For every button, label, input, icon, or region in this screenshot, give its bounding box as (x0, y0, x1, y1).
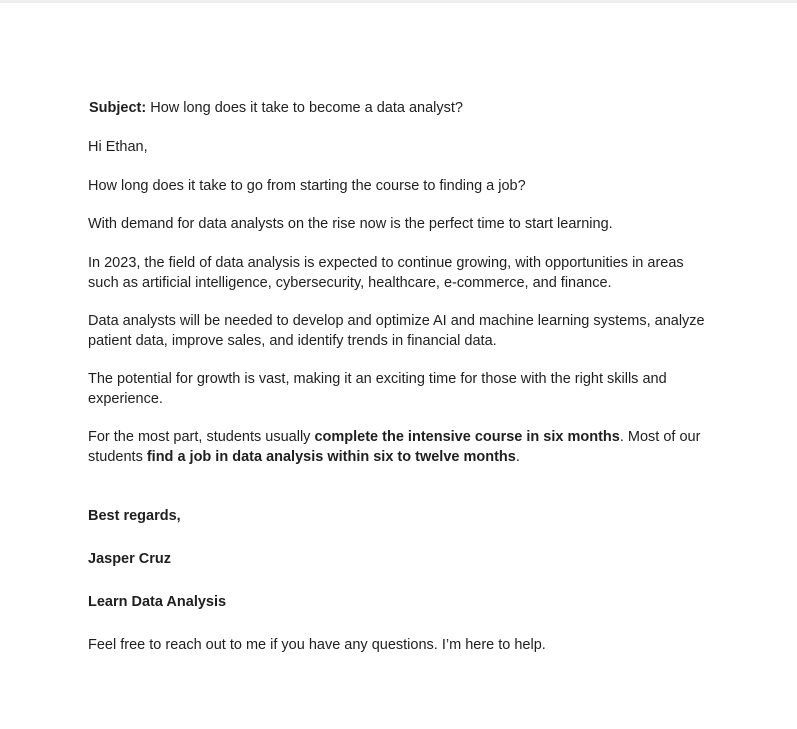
paragraph-question: How long does it take to go from starting the course to finding a job? (88, 178, 526, 194)
closing-line: Feel free to reach out to me if you have any questions. I’m here to help. (88, 637, 546, 653)
timeline-bold-course: complete the intensive course in six months (314, 429, 620, 445)
paragraph-analyst-needs: Data analysts will be needed to develop and optimize AI and machine learning systems, analyze patient data, improve sales, and identify trends in financial data. (88, 313, 705, 349)
subject-label: Subject: (89, 100, 147, 116)
timeline-text-3: . (515, 448, 520, 465)
paragraph-timeline (88, 428, 718, 467)
greeting: Hi Ethan, (88, 139, 148, 155)
top-divider (0, 0, 797, 3)
paragraph-demand: With demand for data analysts on the rise now is the perfect time to start learning. (88, 216, 613, 232)
timeline-text-2: . Most of our students (88, 429, 701, 465)
timeline-text-1: For the most part, students usually (88, 429, 315, 445)
sender-name: Jasper Cruz (88, 551, 172, 567)
paragraph-potential: The potential for growth is vast, making it an exciting time for those with the right skills and experience. (88, 371, 667, 407)
timeline-bold-job: find a job in data analysis within six to twelve months (146, 448, 516, 465)
email-subject (89, 99, 719, 119)
signoff: Best regards, (88, 508, 181, 524)
sender-organization: Learn Data Analysis (88, 594, 227, 610)
subject-text: How long does it take to become a data analyst? (146, 100, 463, 116)
paragraph-field-growth: In 2023, the field of data analysis is expected to continue growing, with opportunities in areas such as artificial intelligence, cybersecurity, healthcare, e-commerce, and finance. (88, 255, 684, 291)
